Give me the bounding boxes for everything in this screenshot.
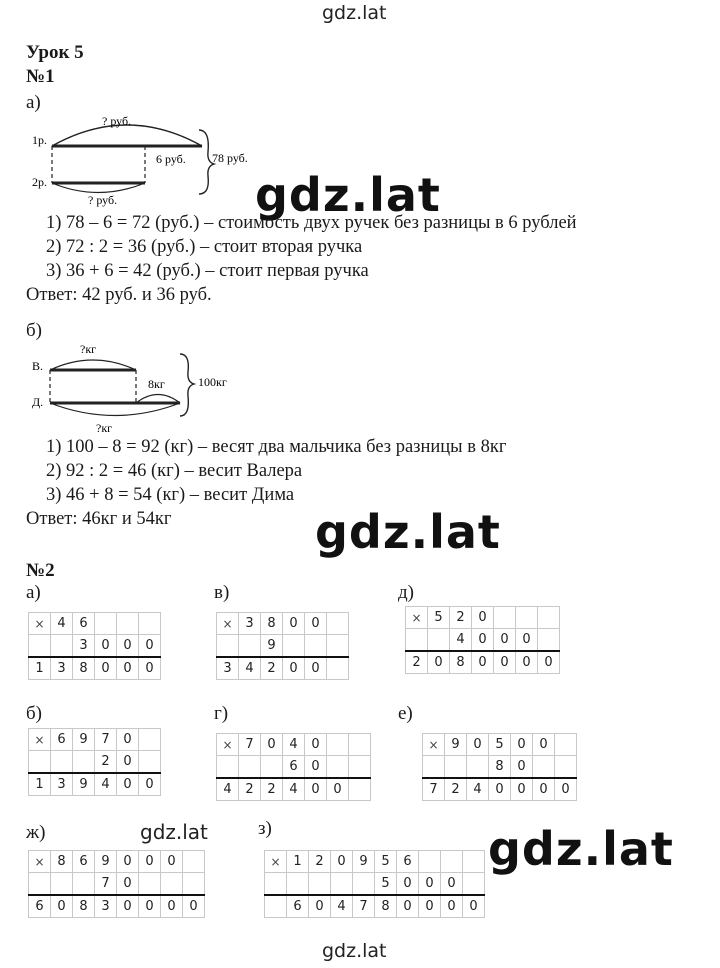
digit-cell: 0 xyxy=(489,778,511,801)
mult-grid xyxy=(216,733,371,801)
digit-cell: 4 xyxy=(51,613,73,635)
mult-table-v xyxy=(216,612,349,680)
digit-cell: 4 xyxy=(239,657,261,680)
digit-cell: 6 xyxy=(397,851,419,873)
multiply-sign: × xyxy=(29,851,51,873)
mult-row xyxy=(29,873,205,896)
digit-cell: 0 xyxy=(161,895,183,918)
digit-cell xyxy=(73,751,95,774)
task2-label-a: а) xyxy=(26,582,41,603)
digit-cell xyxy=(29,751,51,774)
digit-cell: 0 xyxy=(494,629,516,652)
mult-table-b xyxy=(28,728,161,796)
digit-cell: 0 xyxy=(467,734,489,756)
digit-cell xyxy=(305,635,327,658)
mult-grid xyxy=(264,850,485,918)
digit-cell: 0 xyxy=(117,895,139,918)
digit-cell xyxy=(327,635,349,658)
diagram-b-bottom-arc xyxy=(50,403,180,416)
mult-row xyxy=(29,773,161,796)
watermark-small-mid: gdz.lat xyxy=(140,820,208,844)
mult-table-a xyxy=(28,612,161,680)
digit-cell: 0 xyxy=(511,778,533,801)
digit-cell: 0 xyxy=(117,773,139,796)
digit-cell: 7 xyxy=(353,895,375,918)
digit-cell: 2 xyxy=(261,657,283,680)
digit-cell xyxy=(538,607,560,629)
watermark-center-2: gdz.lat xyxy=(315,505,501,559)
digit-cell xyxy=(533,756,555,779)
task1-a-step-1: 1) 78 – 6 = 72 (руб.) – стоимость двух ручек без разницы в 6 рублей xyxy=(46,213,577,233)
task2-label-z: з) xyxy=(258,818,272,839)
digit-cell: 5 xyxy=(489,734,511,756)
digit-cell: 0 xyxy=(428,651,450,674)
mult-table-z xyxy=(264,850,485,918)
mult-row xyxy=(29,751,161,774)
mult-row xyxy=(217,635,349,658)
digit-cell xyxy=(51,751,73,774)
mult-row xyxy=(217,613,349,635)
mult-row xyxy=(423,734,577,756)
digit-cell: 0 xyxy=(472,629,494,652)
digit-cell: 6 xyxy=(73,851,95,873)
task1-b-step-3: 3) 46 + 8 = 54 (кг) – весит Дима xyxy=(46,485,295,505)
mult-row xyxy=(217,778,371,801)
digit-cell: 8 xyxy=(73,895,95,918)
diagram-b-total-label: 100кг xyxy=(198,375,227,389)
diagram-a-diff-label: 6 руб. xyxy=(156,152,186,166)
diagram-b-top-label: ?кг xyxy=(80,342,97,356)
mult-table-e xyxy=(422,733,577,801)
digit-cell: 0 xyxy=(117,729,139,751)
digit-cell: 1 xyxy=(287,851,309,873)
digit-cell xyxy=(51,873,73,896)
digit-cell: 0 xyxy=(331,851,353,873)
digit-cell: 0 xyxy=(516,629,538,652)
mult-table-d xyxy=(405,606,560,674)
digit-cell: 0 xyxy=(511,756,533,779)
digit-cell: 2 xyxy=(450,607,472,629)
diagram-a-top-label: ? руб. xyxy=(102,114,132,128)
digit-cell xyxy=(265,873,287,896)
digit-cell: 2 xyxy=(406,651,428,674)
digit-cell: 3 xyxy=(239,613,261,635)
digit-cell: 0 xyxy=(283,613,305,635)
digit-cell xyxy=(423,756,445,779)
digit-cell: 4 xyxy=(331,895,353,918)
task1-part-a-label: а) xyxy=(26,92,41,113)
digit-cell xyxy=(428,629,450,652)
mult-row xyxy=(423,756,577,779)
digit-cell xyxy=(265,895,287,918)
digit-cell: 0 xyxy=(283,657,305,680)
digit-cell xyxy=(139,729,161,751)
task1-b-step-1: 1) 100 – 8 = 92 (кг) – весят два мальчика без разницы в 8кг xyxy=(46,437,507,457)
digit-cell: 0 xyxy=(161,851,183,873)
task2-label-d: д) xyxy=(398,582,414,603)
digit-cell: 2 xyxy=(261,778,283,801)
digit-cell: 0 xyxy=(183,895,205,918)
multiply-sign: × xyxy=(406,607,428,629)
digit-cell xyxy=(331,873,353,896)
digit-cell: 3 xyxy=(95,895,117,918)
digit-cell: 0 xyxy=(309,895,331,918)
digit-cell: 9 xyxy=(353,851,375,873)
digit-cell xyxy=(555,734,577,756)
digit-cell xyxy=(239,756,261,779)
digit-cell: 9 xyxy=(95,851,117,873)
diagram-b-brace xyxy=(180,354,194,416)
digit-cell: 2 xyxy=(239,778,261,801)
digit-cell: 0 xyxy=(305,778,327,801)
digit-cell: 0 xyxy=(538,651,560,674)
digit-cell xyxy=(516,607,538,629)
digit-cell xyxy=(239,635,261,658)
mult-grid xyxy=(422,733,577,801)
digit-cell: 9 xyxy=(261,635,283,658)
digit-cell: 0 xyxy=(419,895,441,918)
task2-number: №2 xyxy=(26,560,55,581)
digit-cell xyxy=(183,873,205,896)
diagram-a xyxy=(30,112,270,210)
digit-cell: 0 xyxy=(494,651,516,674)
digit-cell: 6 xyxy=(51,729,73,751)
task1-b-answer: Ответ: 46кг и 54кг xyxy=(26,509,172,529)
diagram-a-total-label: 78 руб. xyxy=(212,151,248,165)
diagram-a-label-2p: 2р. xyxy=(32,175,47,189)
diagram-b-diff-label: 8кг xyxy=(148,377,165,391)
digit-cell xyxy=(217,635,239,658)
digit-cell xyxy=(419,851,441,873)
digit-cell: 0 xyxy=(555,778,577,801)
mult-row xyxy=(29,851,205,873)
multiply-sign: × xyxy=(29,613,51,635)
digit-cell: 0 xyxy=(51,895,73,918)
digit-cell: 3 xyxy=(73,635,95,658)
digit-cell xyxy=(555,756,577,779)
digit-cell: 5 xyxy=(375,873,397,896)
digit-cell: 0 xyxy=(139,773,161,796)
digit-cell: 8 xyxy=(375,895,397,918)
diagram-a-bottom-label: ? руб. xyxy=(88,193,118,207)
digit-cell xyxy=(161,873,183,896)
digit-cell: 4 xyxy=(95,773,117,796)
digit-cell: 0 xyxy=(261,734,283,756)
digit-cell xyxy=(327,657,349,680)
digit-cell xyxy=(95,613,117,635)
digit-cell xyxy=(327,756,349,779)
task2-label-zh: ж) xyxy=(26,822,46,843)
digit-cell: 0 xyxy=(463,895,485,918)
digit-cell: 5 xyxy=(375,851,397,873)
diagram-b xyxy=(30,338,270,438)
mult-row xyxy=(406,607,560,629)
digit-cell: 0 xyxy=(139,657,161,680)
digit-cell: 5 xyxy=(428,607,450,629)
digit-cell: 0 xyxy=(139,895,161,918)
digit-cell: 0 xyxy=(511,734,533,756)
digit-cell xyxy=(494,607,516,629)
digit-cell: 0 xyxy=(397,873,419,896)
diagram-a-label-1p: 1р. xyxy=(32,133,47,147)
task2-label-g: г) xyxy=(214,703,229,724)
mult-row xyxy=(406,651,560,674)
digit-cell xyxy=(327,734,349,756)
digit-cell xyxy=(217,756,239,779)
digit-cell xyxy=(349,734,371,756)
task2-label-e: е) xyxy=(398,703,413,724)
lesson-title: Урок 5 xyxy=(26,42,84,63)
digit-cell: 4 xyxy=(467,778,489,801)
digit-cell: 3 xyxy=(51,657,73,680)
digit-cell: 0 xyxy=(305,734,327,756)
digit-cell: 6 xyxy=(29,895,51,918)
digit-cell: 0 xyxy=(533,778,555,801)
mult-table-zh xyxy=(28,850,205,918)
mult-row xyxy=(29,635,161,658)
diagram-b-bottom-label: ?кг xyxy=(96,421,113,435)
digit-cell xyxy=(139,751,161,774)
digit-cell: 8 xyxy=(450,651,472,674)
digit-cell: 0 xyxy=(305,657,327,680)
multiply-sign: × xyxy=(423,734,445,756)
mult-table-g xyxy=(216,733,371,801)
diagram-a-top-arc xyxy=(52,125,202,146)
digit-cell xyxy=(349,778,371,801)
mult-row xyxy=(217,756,371,779)
digit-cell: 0 xyxy=(305,613,327,635)
digit-cell: 3 xyxy=(217,657,239,680)
digit-cell xyxy=(406,629,428,652)
digit-cell: 4 xyxy=(283,734,305,756)
digit-cell: 1 xyxy=(29,657,51,680)
digit-cell xyxy=(139,873,161,896)
mult-grid xyxy=(28,612,161,680)
digit-cell: 0 xyxy=(95,635,117,658)
watermark-bottom: gdz.lat xyxy=(322,940,387,962)
digit-cell: 0 xyxy=(139,851,161,873)
digit-cell: 0 xyxy=(117,751,139,774)
digit-cell xyxy=(261,756,283,779)
digit-cell: 8 xyxy=(51,851,73,873)
multiply-sign: × xyxy=(217,613,239,635)
mult-row xyxy=(217,657,349,680)
mult-row xyxy=(423,778,577,801)
digit-cell: 6 xyxy=(283,756,305,779)
task1-part-b-label: б) xyxy=(26,320,42,341)
digit-cell xyxy=(467,756,489,779)
digit-cell xyxy=(29,873,51,896)
digit-cell: 7 xyxy=(239,734,261,756)
mult-row xyxy=(265,895,485,918)
digit-cell: 0 xyxy=(117,635,139,658)
digit-cell: 7 xyxy=(95,729,117,751)
digit-cell xyxy=(29,635,51,658)
digit-cell xyxy=(353,873,375,896)
mult-row xyxy=(265,851,485,873)
mult-row xyxy=(29,729,161,751)
digit-cell: 4 xyxy=(217,778,239,801)
digit-cell: 0 xyxy=(139,635,161,658)
digit-cell: 0 xyxy=(441,873,463,896)
task1-a-answer: Ответ: 42 руб. и 36 руб. xyxy=(26,285,212,305)
digit-cell: 0 xyxy=(117,851,139,873)
mult-row xyxy=(29,613,161,635)
digit-cell: 9 xyxy=(445,734,467,756)
digit-cell xyxy=(309,873,331,896)
multiply-sign: × xyxy=(217,734,239,756)
digit-cell: 0 xyxy=(305,756,327,779)
digit-cell: 0 xyxy=(419,873,441,896)
task2-label-b: б) xyxy=(26,703,42,724)
task1-number: №1 xyxy=(26,66,55,87)
digit-cell xyxy=(463,873,485,896)
digit-cell xyxy=(183,851,205,873)
digit-cell: 0 xyxy=(95,657,117,680)
digit-cell xyxy=(538,629,560,652)
digit-cell: 2 xyxy=(445,778,467,801)
digit-cell xyxy=(117,613,139,635)
digit-cell xyxy=(441,851,463,873)
multiply-sign: × xyxy=(265,851,287,873)
digit-cell: 4 xyxy=(283,778,305,801)
watermark-top: gdz.lat xyxy=(322,2,387,24)
digit-cell xyxy=(463,851,485,873)
diagram-b-label-v: В. xyxy=(32,359,44,373)
mult-row xyxy=(406,629,560,652)
digit-cell xyxy=(287,873,309,896)
watermark-center-3: gdz.lat xyxy=(488,822,674,876)
digit-cell xyxy=(139,613,161,635)
mult-grid xyxy=(28,850,205,918)
digit-cell: 0 xyxy=(472,651,494,674)
digit-cell: 8 xyxy=(261,613,283,635)
digit-cell: 0 xyxy=(533,734,555,756)
task1-a-step-3: 3) 36 + 6 = 42 (руб.) – стоит первая ручка xyxy=(46,261,369,281)
digit-cell xyxy=(327,613,349,635)
multiply-sign: × xyxy=(29,729,51,751)
digit-cell xyxy=(283,635,305,658)
mult-grid xyxy=(28,728,161,796)
digit-cell: 6 xyxy=(287,895,309,918)
digit-cell: 7 xyxy=(423,778,445,801)
digit-cell: 3 xyxy=(51,773,73,796)
digit-cell: 0 xyxy=(516,651,538,674)
digit-cell: 4 xyxy=(450,629,472,652)
digit-cell: 6 xyxy=(73,613,95,635)
mult-grid xyxy=(216,612,349,680)
digit-cell xyxy=(445,756,467,779)
digit-cell: 2 xyxy=(309,851,331,873)
digit-cell: 8 xyxy=(73,657,95,680)
digit-cell xyxy=(73,873,95,896)
digit-cell xyxy=(349,756,371,779)
digit-cell: 0 xyxy=(117,657,139,680)
task1-a-step-2: 2) 72 : 2 = 36 (руб.) – стоит вторая ручка xyxy=(46,237,363,257)
digit-cell: 0 xyxy=(472,607,494,629)
digit-cell: 9 xyxy=(73,729,95,751)
mult-row xyxy=(29,895,205,918)
task2-label-v: в) xyxy=(214,582,230,603)
digit-cell: 0 xyxy=(397,895,419,918)
watermark-center-1: gdz.lat xyxy=(255,168,441,222)
mult-row xyxy=(217,734,371,756)
digit-cell: 7 xyxy=(95,873,117,896)
digit-cell: 0 xyxy=(117,873,139,896)
digit-cell xyxy=(51,635,73,658)
mult-row xyxy=(29,657,161,680)
task1-b-step-2: 2) 92 : 2 = 46 (кг) – весит Валера xyxy=(46,461,303,481)
diagram-b-label-d: Д. xyxy=(32,395,44,409)
digit-cell: 8 xyxy=(489,756,511,779)
mult-grid xyxy=(405,606,560,674)
digit-cell: 0 xyxy=(327,778,349,801)
digit-cell: 2 xyxy=(95,751,117,774)
digit-cell: 1 xyxy=(29,773,51,796)
digit-cell: 0 xyxy=(441,895,463,918)
mult-row xyxy=(265,873,485,896)
digit-cell: 9 xyxy=(73,773,95,796)
